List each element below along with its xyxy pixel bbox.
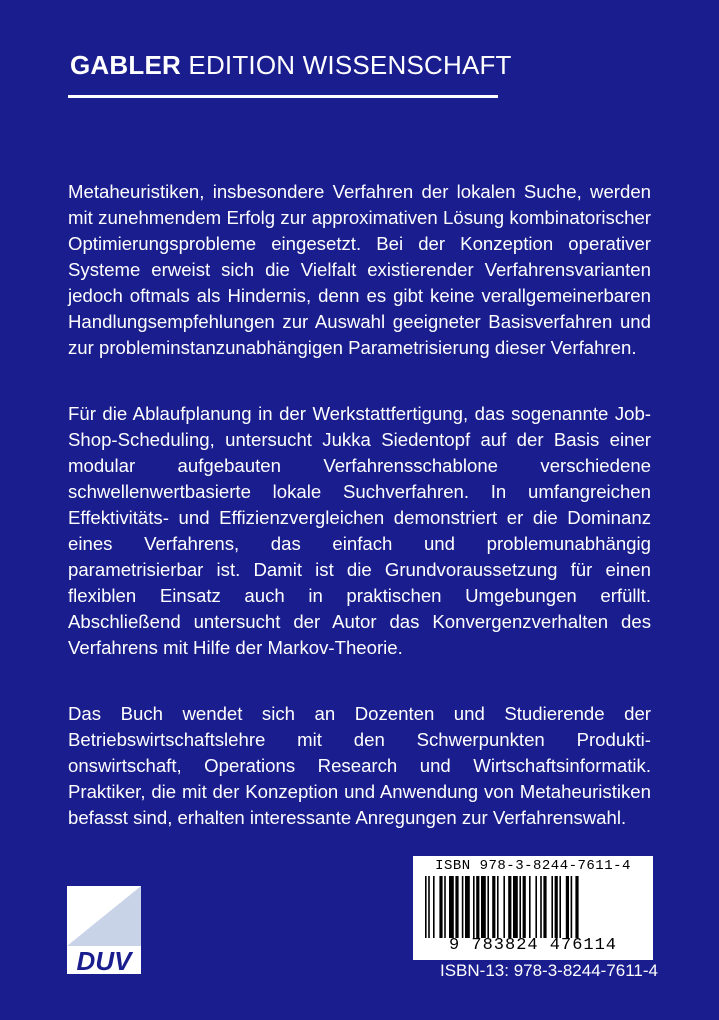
barcode-bar	[444, 876, 446, 938]
barcode-bar	[492, 876, 495, 938]
barcode-bar	[428, 876, 430, 938]
series-title-publisher: GABLER	[70, 50, 181, 80]
barcode-bar	[473, 876, 475, 938]
barcode-bar	[425, 876, 427, 938]
barcode-box	[413, 856, 653, 960]
isbn-13-label: ISBN-13: 978-3-8244-7611-4	[440, 961, 658, 980]
barcode-bar	[559, 876, 561, 938]
barcode-bar	[513, 876, 518, 938]
barcode-bar	[571, 876, 573, 938]
barcode-bar	[508, 876, 511, 938]
series-title	[70, 50, 512, 81]
blurb-paragraph: Das Buch wendet sich an Dozenten und Studierende der Betriebswirtschaftslehre mit den Schwerpunkten Produktionswirtschaft, Operations Research und Wirtschaftsinformatik. Praktiker, die mit der Konzeption und Anwendung von Metaheuristiken befasst sind, erhalten interessante Anregungen zur Verfahrenswahl.	[68, 703, 651, 828]
barcode-bars	[425, 876, 641, 938]
isbn-top-label: ISBN 978-3-8244-7611-4	[435, 858, 631, 874]
barcode-digits: 9 783824 476114	[448, 936, 618, 955]
barcode-bar	[465, 876, 470, 938]
barcode-bar	[462, 876, 464, 938]
barcode-bar	[551, 876, 553, 938]
duv-logo-text: DUV	[76, 946, 132, 974]
barcode-bar	[455, 876, 458, 938]
barcode-bar	[535, 876, 537, 938]
blurb-paragraph: Für die Ablaufplanung in der Werkstattfertigung, das sogenannte Job-Shop-Scheduling, untersucht Jukka Siedentopf auf der Basis einer modular aufgebauten Verfahrensschablone verschiedene schwellenwertbasierte lokale Suchverfahren. In umfangreichen Effektivitäts- und Effizienzvergleichen demonstriert er die Dominanz eines Verfahrens, das einfach und problemunabhängig parametrisierbar ist. Damit ist die Grundvoraussetzung für einen flexiblen Einsatz auch in praktischen Umgebungen erfüllt. Abschließend untersucht der Autor das Konvergenzverhalten des Verfahrens mit Hilfe der Markov-Theorie.	[68, 403, 651, 658]
barcode-bar	[555, 876, 558, 938]
blurb-paragraph: Metaheuristiken, insbesondere Verfahren der lokalen Suche, werden mit zunehmendem Erfolg zur approximativen Lösung kombinatorischer Optimierungsprobleme eingesetzt. Bei der Konzeption operativer Systeme erweist sich die Vielfalt existierender Verfahrensvarianten jedoch oftmals als Hindernis, denn es gibt keine verallgemeinerbaren Handlungsempfehlungen zur Auswahl geeigneter Basisverfahren und zur probleminstanzunabhängigen Parametrisierung dieser Verfahren.	[68, 181, 651, 358]
duv-logo	[67, 886, 141, 974]
barcode-bar	[476, 876, 479, 938]
barcode-bar	[543, 876, 546, 938]
barcode-bar	[439, 876, 442, 938]
barcode-bar	[497, 876, 499, 938]
barcode-bar	[481, 876, 486, 938]
barcode-bar	[523, 876, 526, 938]
barcode-bar	[449, 876, 454, 938]
barcode-bar	[433, 876, 435, 938]
barcode-bar	[487, 876, 489, 938]
barcode-bar	[529, 876, 531, 938]
back-cover-blurb	[68, 179, 651, 871]
barcode-bar	[575, 876, 578, 938]
barcode-bar	[519, 876, 521, 938]
barcode-bar	[503, 876, 505, 938]
series-title-edition: EDITION WISSENSCHAFT	[180, 50, 512, 80]
barcode-bar	[540, 876, 542, 938]
barcode-bar	[566, 876, 569, 938]
header-rule	[68, 95, 498, 98]
